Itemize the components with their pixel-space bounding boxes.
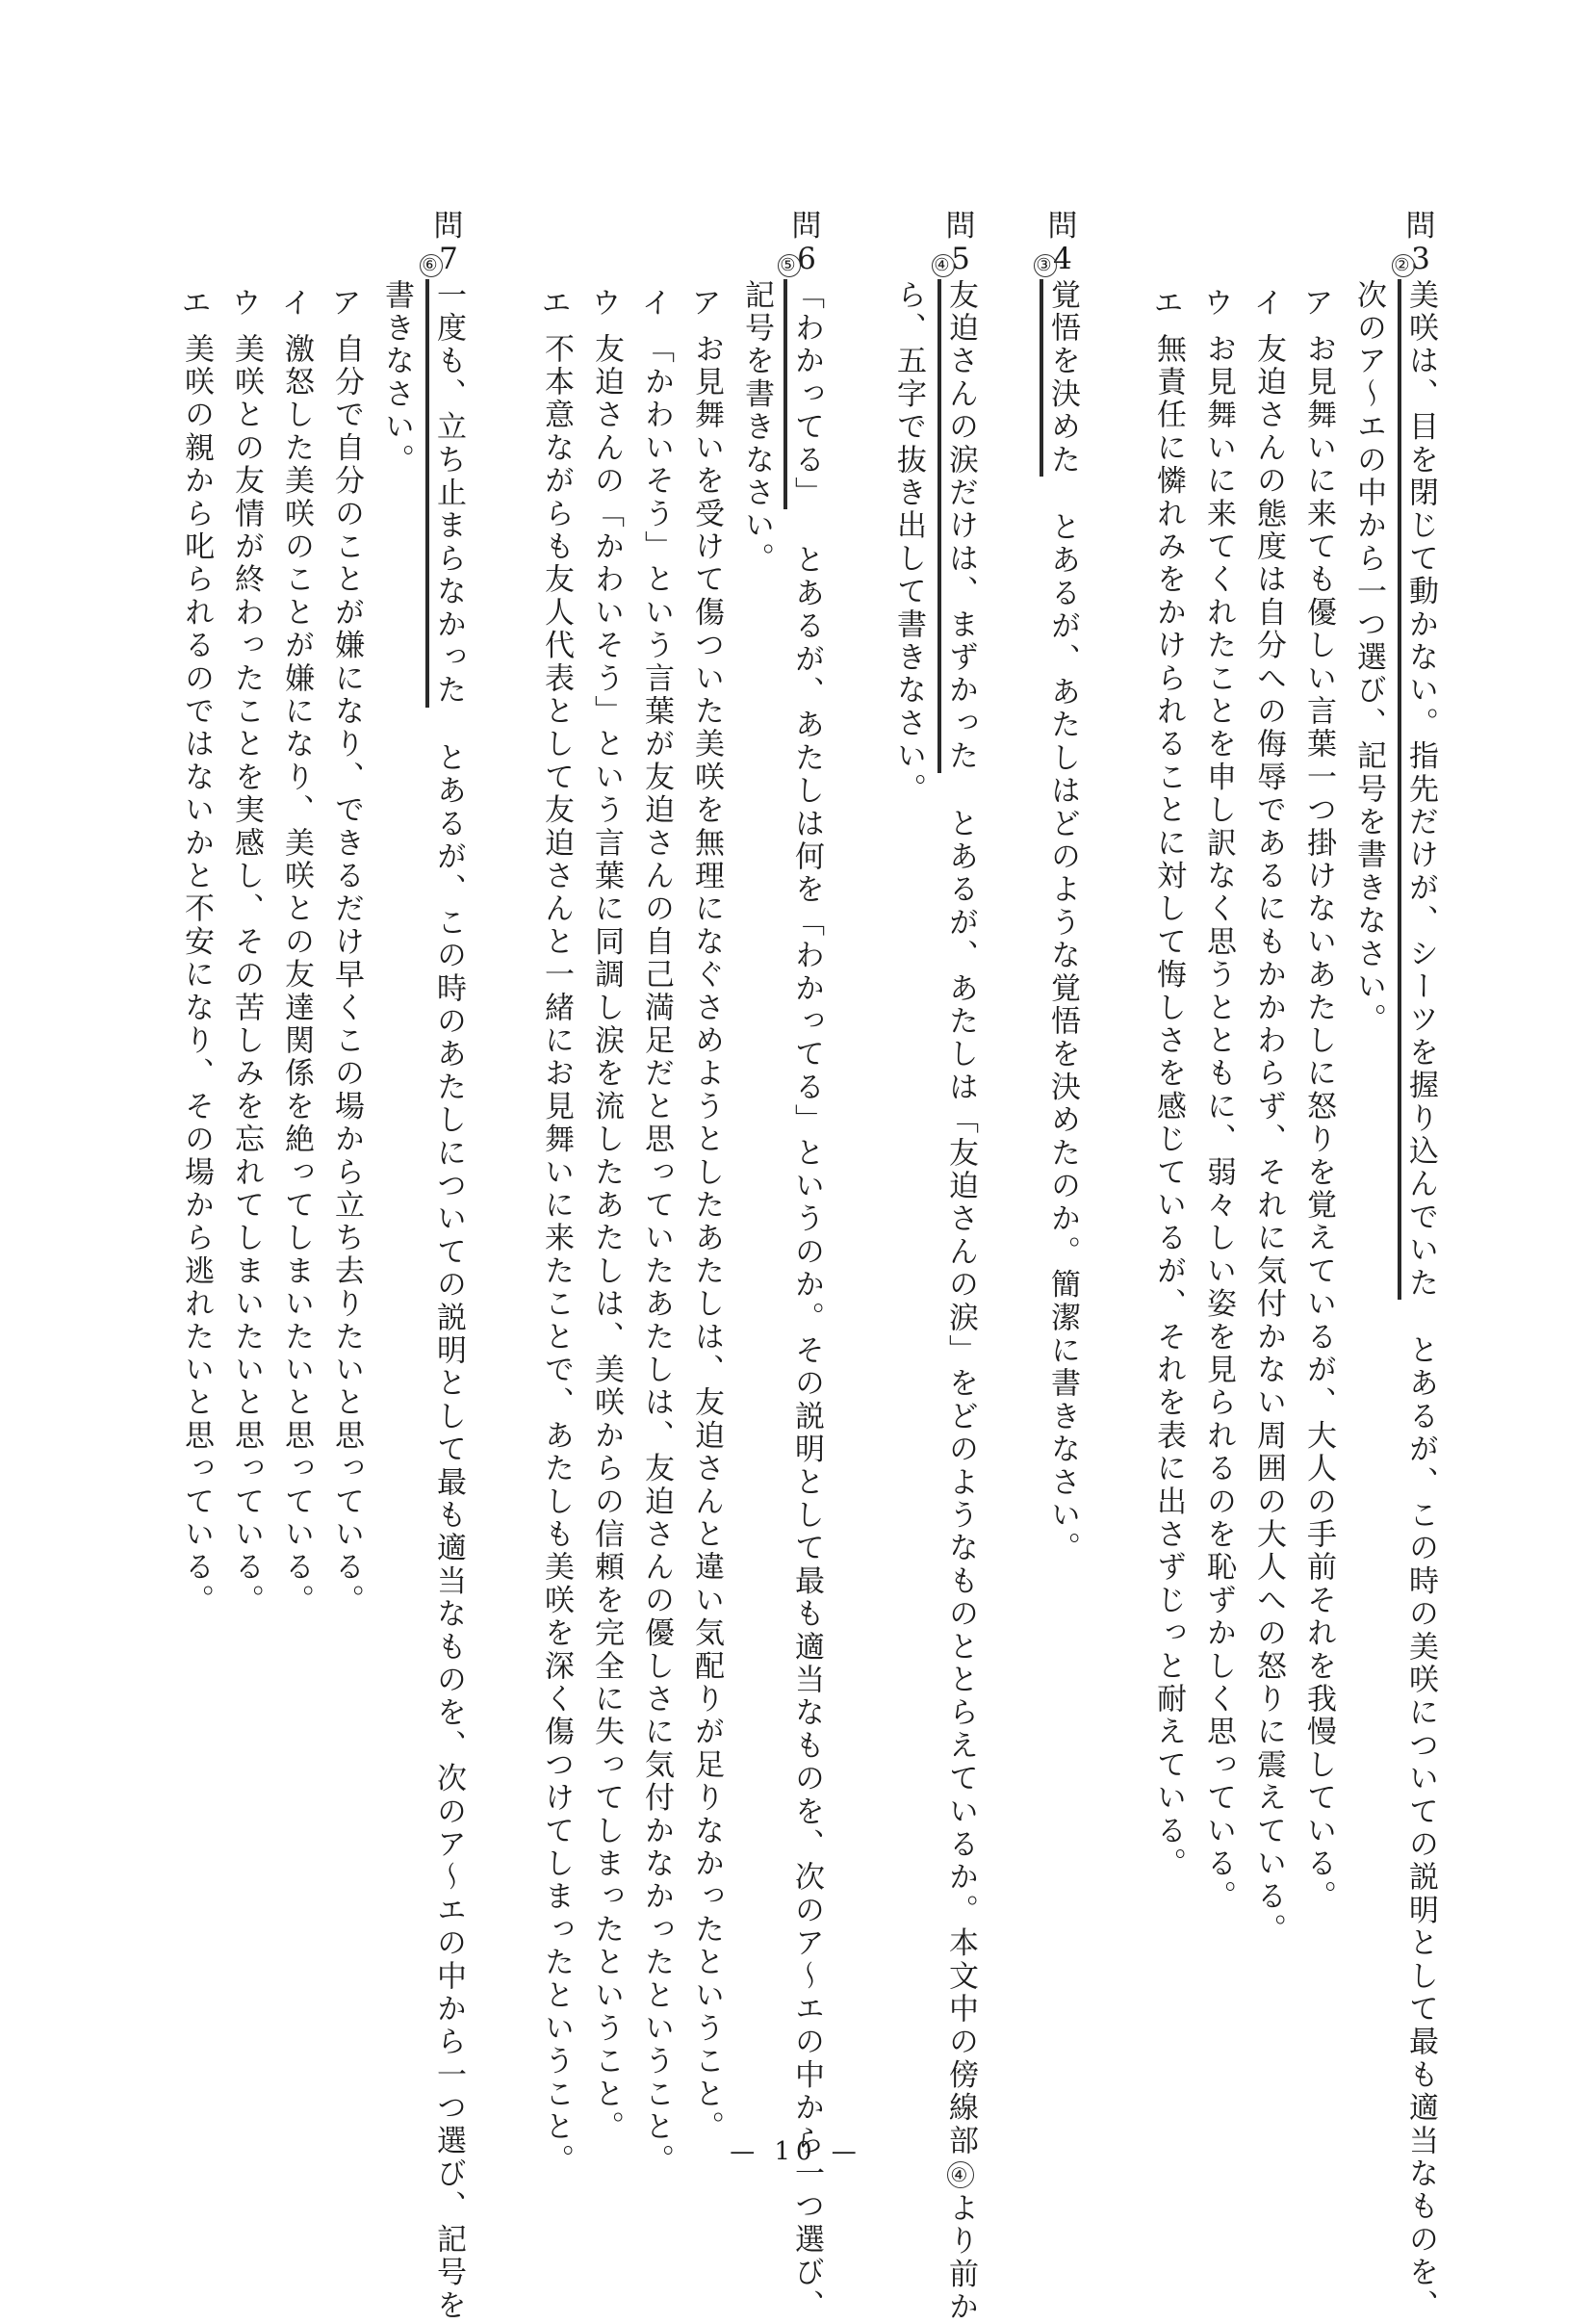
q7-choice-i-text: 激怒した美咲のことが嫌になり、美咲との友達関係を絶ってしまいたいと思っている。 xyxy=(279,333,314,1617)
q7-prompt-line2 xyxy=(377,279,416,477)
q5-inline-circle: ④ xyxy=(947,2161,974,2188)
q3-choice-e-text: 無責任に憐れみをかけられることに対して悔しさを感じているが、それを表に出さずじっと耐えている。 xyxy=(1151,333,1186,1881)
q4-underlined-phrase xyxy=(1036,255,1080,478)
q7-line2: 書きなさい。 xyxy=(379,279,414,478)
q6-choice-u-text: 友迫さんの「かわいそう」という言葉に同調し涙を流したあたしは、美咲からの信頼を完全に失ってしまったということ。 xyxy=(589,333,624,2144)
q3-prompt-line2 xyxy=(1349,279,1388,1037)
q5-underlined-phrase xyxy=(934,255,978,773)
q6-choice-a-text: お見舞いを受けて傷ついた美咲を無理になぐさめようとしたあたしは、友迫さんと違い気配りが足りなかったということ。 xyxy=(689,333,724,2144)
q6-choice-u-mark: ウ xyxy=(592,287,621,321)
q6-circle-marker: ⑤ xyxy=(778,254,801,277)
q5-prompt-tail: より前か xyxy=(943,2192,978,2324)
q5-circle-marker: ④ xyxy=(932,254,955,277)
q7-underlined-text: 一度も、立ち止まらなかった xyxy=(431,279,466,708)
q7-circle-marker: ⑥ xyxy=(420,254,443,277)
q7-choice-u-text: 美咲との友情が終わったことを実感し、その苦しみを忘れてしまいたいと思っている。 xyxy=(229,333,264,1617)
q7-label-char: 問 xyxy=(433,209,464,244)
q6-choice-e-text: 不本意ながらも友人代表として友迫さんと一緒にお見舞いに来たことで、あたしも美咲を深く傷つけてしまったということ。 xyxy=(539,333,574,2178)
q5-label-char: 問 xyxy=(945,209,976,244)
q6-choice-i-text: 「かわいそう」という言葉が友迫さんの自己満足だと思っていたあたしは、友迫さんの優しさに気付かなかったということ。 xyxy=(639,333,674,2178)
q5-prompt xyxy=(934,255,980,2324)
q3-choice-e-mark: エ xyxy=(1154,287,1183,321)
q7-choice-u-mark: ウ xyxy=(232,287,261,321)
q6-number: 6 xyxy=(797,242,816,276)
q3-choice-a-mark: ア xyxy=(1304,287,1333,321)
q4-label-char: 問 xyxy=(1047,209,1078,244)
q6-line2: 記号を書きなさい。 xyxy=(739,279,774,576)
q7-choice-a-mark: ア xyxy=(332,287,361,321)
q3-label-char: 問 xyxy=(1405,209,1436,244)
q6-underlined-phrase xyxy=(780,255,824,510)
q7-underlined-phrase xyxy=(422,255,466,708)
q3-choice-i-text: 友迫さんの態度は自分への侮辱であるにもかかわらず、それに気付かない周囲の大人への怒りに震えている。 xyxy=(1251,333,1286,1947)
q4-circle-marker: ③ xyxy=(1034,254,1057,277)
page-number: — 10 — xyxy=(730,2137,862,2166)
q3-number: 3 xyxy=(1411,242,1430,276)
q6-prompt xyxy=(780,255,826,2323)
q6-prompt-rest: とあるが、あたしは何を「わかってる」というのか。その説明として最も適当なものを、次のア～エの中から一つ選び、 xyxy=(789,544,824,2323)
q7-choice-i-mark: イ xyxy=(282,287,311,321)
q6-label-char: 問 xyxy=(791,209,822,244)
q3-circle-marker: ② xyxy=(1392,254,1415,277)
q6-choice-a-mark: ア xyxy=(692,287,721,321)
q7-prompt xyxy=(422,255,468,2323)
q3-underlined-phrase xyxy=(1394,255,1438,1301)
q3-choice-u-text: お見舞いに来てくれたことを申し訳なく思うとともに、弱々しい姿を見られるのを恥ずかしく思っている。 xyxy=(1201,333,1236,1914)
q3-line2: 次のア～エの中から一つ選び、記号を書きなさい。 xyxy=(1351,279,1386,1037)
q4-prompt xyxy=(1036,255,1082,1565)
q7-prompt-rest: とあるが、この時のあたしについての説明として最も適当なものを、次のア～エの中から一つ選び、記号を xyxy=(431,741,466,2323)
q6-choice-i-mark: イ xyxy=(642,287,671,321)
q3-prompt-rest: とあるが、この時の美咲についての説明として最も適当なものを、 xyxy=(1403,1334,1438,2323)
q6-underlined-text: 「わかってる」 xyxy=(789,279,824,510)
q5-line2: ら、五字で抜き出して書きなさい。 xyxy=(891,279,926,807)
q3-choice-u-mark: ウ xyxy=(1204,287,1233,321)
q7-choice-e-text: 美咲の親から叱られるのではないかと不安になり、その場から逃れたいと思っている。 xyxy=(179,333,214,1617)
q7-choice-a-text: 自分で自分のことが嫌になり、できるだけ早くこの場から立ち去りたいと思っている。 xyxy=(329,333,364,1617)
q3-choice-a-text: お見舞いに来ても優しい言葉一つ掛けないあたしに怒りを覚えているが、大人の手前それを我慢している。 xyxy=(1301,333,1336,1914)
q5-prompt-rest: とあるが、あたしは「友迫さんの涙」をどのようなものととらえているか。本文中の傍線部 xyxy=(943,808,978,2158)
q3-choice-i-mark: イ xyxy=(1254,287,1283,321)
q7-choice-e-mark: エ xyxy=(182,287,211,321)
q4-prompt-rest: とあるが、あたしはどのような覚悟を決めたのか。簡潔に書きなさい。 xyxy=(1045,511,1080,1565)
q7-number: 7 xyxy=(439,242,458,276)
q4-number: 4 xyxy=(1053,242,1072,276)
q3-underlined-text: 美咲は、目を閉じて動かない。指先だけが、シーツを握り込んでいた xyxy=(1403,279,1438,1301)
q5-underlined-text: 友迫さんの涙だけは、まずかった xyxy=(943,279,978,773)
q5-number: 5 xyxy=(951,242,970,276)
q6-choice-e-mark: エ xyxy=(542,287,571,321)
q3-prompt xyxy=(1394,255,1440,2323)
q4-underlined-text: 覚悟を決めた xyxy=(1045,279,1080,478)
q6-prompt-line2 xyxy=(737,279,776,576)
q5-prompt-line2 xyxy=(889,279,928,806)
